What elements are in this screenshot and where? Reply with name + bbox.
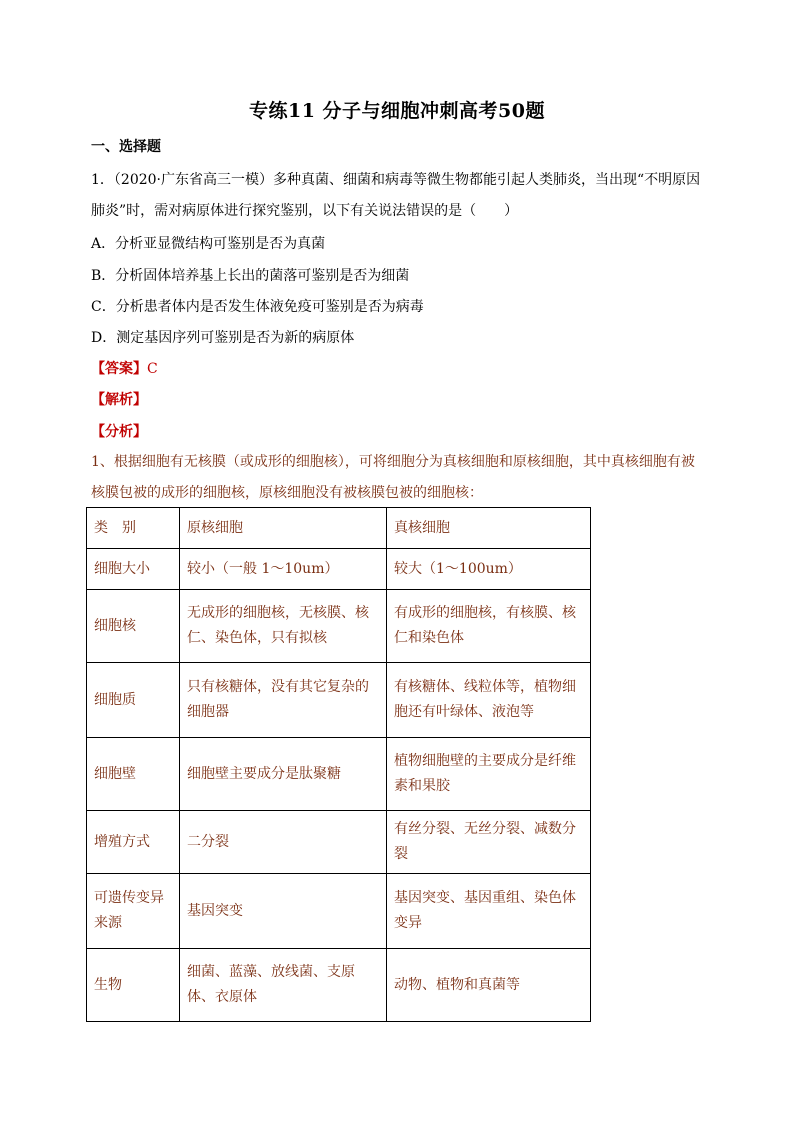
table-cell: 只有核糖体，没有其它复杂的细胞器 — [180, 663, 387, 738]
table-cell: 基因突变、基因重组、染色体变异 — [387, 874, 591, 949]
analysis-line-2: 核膜包被的成形的细胞核，原核细胞没有被核膜包被的细胞核： — [91, 485, 483, 501]
table-header-row — [87, 508, 591, 549]
analysis-line-1: 1、根据细胞有无核膜（或成形的细胞核），可将细胞分为真核细胞和原核细胞，其中真核细胞有被 — [91, 454, 695, 470]
jiexi-tag: 【解析】 — [91, 392, 147, 408]
option-c: C．分析患者体内是否发生体液免疫可鉴别是否为病毒 — [91, 299, 424, 315]
answer-tag: 【答案】 — [91, 361, 147, 377]
table-cell: 植物细胞壁的主要成分是纤维素和果胶 — [387, 738, 591, 811]
table-cell: 较大（1～100um） — [387, 549, 591, 590]
table-cell: 细胞大小 — [87, 549, 180, 590]
table-cell: 生物 — [87, 949, 180, 1022]
table-cell: 动物、植物和真菌等 — [387, 949, 591, 1022]
table-cell: 细胞核 — [87, 590, 180, 663]
table-row — [87, 738, 591, 811]
table-cell: 有核糖体、线粒体等，植物细胞还有叶绿体、液泡等 — [387, 663, 591, 738]
table-cell: 可遗传变异来源 — [87, 874, 180, 949]
table-row — [87, 874, 591, 949]
answer-line — [91, 358, 158, 378]
table-cell: 有丝分裂、无丝分裂、减数分裂 — [387, 811, 591, 874]
comparison-table — [86, 507, 591, 1022]
table-row — [87, 663, 591, 738]
table-cell: 较小（一般 1～10um） — [180, 549, 387, 590]
section-heading: 一、选择题 — [91, 139, 161, 155]
page-title: 专练11 分子与细胞冲刺高考50题 — [249, 100, 545, 122]
question-line-1: 1．（2020·广东省高三一模）多种真菌、细菌和病毒等微生物都能引起人类肺炎，当出现“不明原因 — [91, 172, 701, 188]
table-cell: 细胞质 — [87, 663, 180, 738]
table-row — [87, 549, 591, 590]
table-cell: 细胞壁 — [87, 738, 180, 811]
table-header-cell: 原核细胞 — [180, 508, 387, 549]
table-cell: 增殖方式 — [87, 811, 180, 874]
fenxi-tag: 【分析】 — [91, 424, 147, 440]
table-cell: 细菌、蓝藻、放线菌、支原体、衣原体 — [180, 949, 387, 1022]
table-cell: 基因突变 — [180, 874, 387, 949]
table-row — [87, 949, 591, 1022]
table-header-cell: 真核细胞 — [387, 508, 591, 549]
question-line-2: 肺炎”时，需对病原体进行探究鉴别，以下有关说法错误的是（ ） — [91, 203, 519, 219]
table-row — [87, 590, 591, 663]
option-b: B．分析固体培养基上长出的菌落可鉴别是否为细菌 — [91, 268, 410, 284]
table-row — [87, 811, 591, 874]
table-header-cell: 类 别 — [87, 508, 180, 549]
option-d: D．测定基因序列可鉴别是否为新的病原体 — [91, 330, 355, 346]
table-cell: 细胞壁主要成分是肽聚糖 — [180, 738, 387, 811]
table-cell: 二分裂 — [180, 811, 387, 874]
table-cell: 有成形的细胞核，有核膜、核仁和染色体 — [387, 590, 591, 663]
answer-value: C — [147, 361, 158, 377]
option-a: A．分析亚显微结构可鉴别是否为真菌 — [91, 236, 326, 252]
table-cell: 无成形的细胞核，无核膜、核仁、染色体，只有拟核 — [180, 590, 387, 663]
